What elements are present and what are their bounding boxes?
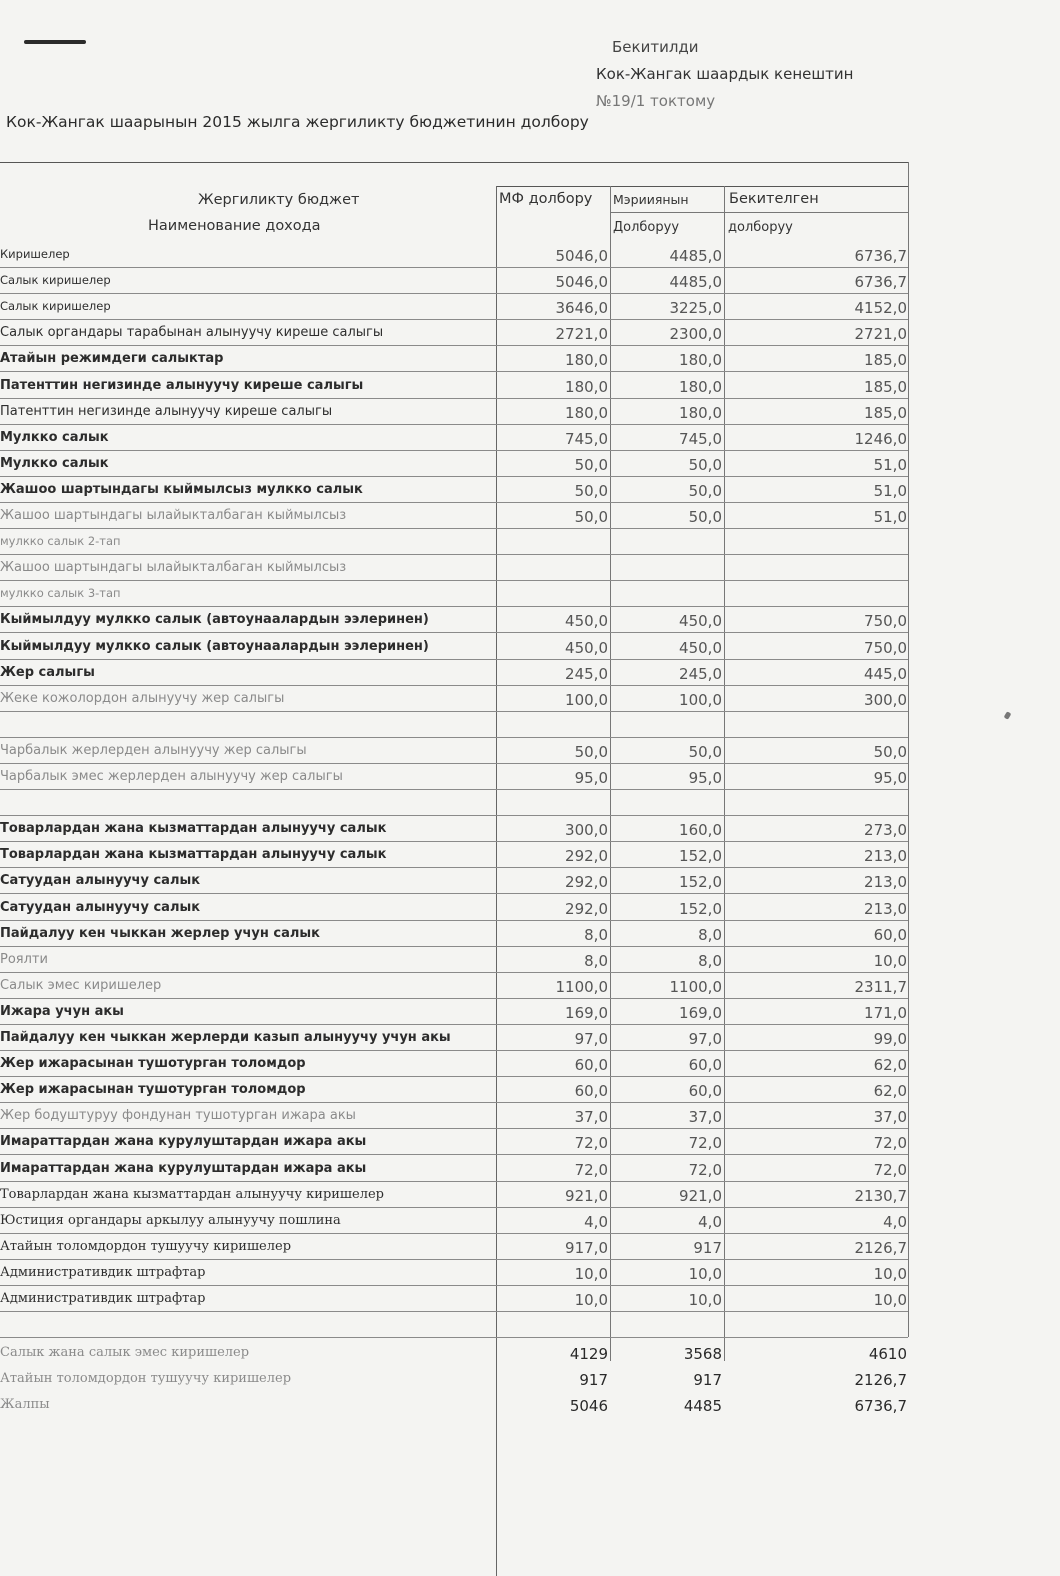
row-name-cell: мулкко салык 3-тап	[0, 586, 121, 601]
summary-mayor-cell: 917	[693, 1371, 722, 1390]
row-name-cell: Мулкко салык	[0, 429, 109, 445]
approved-draft-cell: 10,0	[873, 951, 907, 970]
row-name-cell: Жашоо шартындагы кыймылсыз мулкко салык	[0, 481, 363, 497]
row-name-cell: Салык эмес киришелер	[0, 977, 162, 993]
approved-draft-cell: 213,0	[864, 847, 907, 866]
mayor-draft-cell: 245,0	[679, 664, 722, 683]
mayor-draft-cell: 72,0	[688, 1134, 722, 1153]
mayor-draft-cell: 50,0	[688, 455, 722, 474]
approved-draft-cell: 750,0	[864, 612, 907, 631]
mf-draft-cell: 10,0	[574, 1291, 608, 1309]
table-row	[0, 867, 910, 893]
mayor-draft-cell: 8,0	[698, 951, 722, 970]
summary-mf-cell: 917	[579, 1371, 608, 1390]
row-name-cell: Киришелер	[0, 247, 70, 261]
row-name-cell: Салык органдары тарабынан алынуучу кирешe салыгы	[0, 325, 384, 341]
approved-draft-cell: 750,0	[864, 638, 907, 657]
row-name-cell: Кыймылдуу мулкко салык (автоунаалардын ээлеринен)	[0, 612, 429, 628]
mayor-draft-cell: 10,0	[688, 1291, 722, 1309]
mayor-draft-cell: 37,0	[688, 1108, 722, 1127]
row-name-cell: Кыймылдуу мулкко салык (автоунаалардын ээлеринен)	[0, 638, 429, 654]
table-row	[0, 1076, 910, 1102]
row-name-cell: Патенттин негизинде алынуучу кирешe салыгы	[0, 377, 364, 393]
summary-name-cell: Жалпы	[0, 1397, 50, 1413]
approved-draft-cell: 72,0	[873, 1160, 907, 1179]
row-name-cell: Товарлардан жана кызматтардан алынуучу салык	[0, 821, 387, 837]
approved-draft-cell: 2311,7	[854, 977, 907, 996]
header-name-line1: Жергиликту бюджет	[198, 192, 360, 208]
table-row	[0, 920, 910, 946]
mayor-draft-cell: 50,0	[688, 481, 722, 500]
summary-row	[0, 1367, 910, 1393]
mf-draft-cell: 97,0	[574, 1030, 608, 1048]
row-name-cell: Жашоо шартындагы ылайыкталбаган кыймылсыз	[0, 560, 347, 576]
row-name-cell: Жер бодуштуруу фондунан тушотурган ижара акы	[0, 1108, 356, 1124]
mf-draft-cell: 292,0	[565, 873, 608, 892]
row-name-cell: Салык киришелер	[0, 299, 111, 314]
mf-draft-cell: 180,0	[565, 403, 608, 422]
summary-approved-cell: 4610	[868, 1345, 907, 1364]
table-row	[0, 450, 910, 476]
approved-draft-cell: 185,0	[864, 377, 907, 396]
approved-draft-cell: 171,0	[864, 1003, 907, 1022]
mayor-draft-cell: 95,0	[688, 769, 722, 787]
row-name-cell: Чарбалык жерлерден алынуучу жер салыгы	[0, 742, 307, 758]
mf-draft-cell: 72,0	[574, 1134, 608, 1153]
table-row	[0, 763, 910, 789]
mayor-draft-cell: 745,0	[679, 429, 722, 448]
row-name-cell: Административдик штрафтар	[0, 1264, 206, 1280]
mf-draft-cell: 3646,0	[555, 299, 608, 318]
row-name-cell: Жер ижарасынан тушотурган толомдор	[0, 1056, 306, 1072]
table-row	[0, 659, 910, 685]
mf-draft-cell: 8,0	[584, 951, 608, 970]
mf-draft-cell: 300,0	[565, 821, 608, 840]
mf-draft-cell: 1100,0	[555, 977, 608, 996]
row-name-cell: Жер салыгы	[0, 664, 95, 680]
row-name-cell: Патенттин негизинде алынуучу кирешe салыгы	[0, 403, 333, 419]
header-col3-line2: долборуу	[728, 220, 793, 235]
header-divider	[496, 186, 908, 187]
table-row	[0, 528, 910, 554]
mayor-draft-cell: 917	[693, 1238, 722, 1257]
table-row	[0, 345, 910, 371]
mayor-draft-cell: 450,0	[679, 638, 722, 657]
mayor-draft-cell: 152,0	[679, 847, 722, 866]
approved-draft-cell: 213,0	[864, 899, 907, 918]
table-row	[0, 685, 910, 711]
table-row	[0, 841, 910, 867]
row-name-cell: Ижара учун акы	[0, 1003, 124, 1019]
approved-draft-cell: 6736,7	[854, 273, 907, 292]
table-row	[0, 1233, 910, 1259]
table-row	[0, 1311, 910, 1337]
approved-draft-cell: 60,0	[873, 925, 907, 944]
approved-draft-cell: 37,0	[873, 1108, 907, 1127]
approved-draft-cell: 10,0	[873, 1264, 907, 1283]
row-divider	[0, 1337, 908, 1338]
table-row	[0, 1050, 910, 1076]
approved-draft-cell: 2126,7	[854, 1238, 907, 1257]
approval-line-1: Бекитилди	[612, 38, 699, 56]
table-row	[0, 789, 910, 815]
table-row	[0, 737, 910, 763]
row-name-cell: Юстиция органдары аркылуу алынуучу пошлина	[0, 1212, 341, 1228]
row-name-cell: Салык киришелер	[0, 273, 111, 288]
mayor-draft-cell: 4485,0	[669, 247, 722, 265]
mf-draft-cell: 50,0	[574, 508, 608, 526]
mf-draft-cell: 95,0	[574, 769, 608, 787]
mayor-draft-cell: 8,0	[698, 925, 722, 944]
mayor-draft-cell: 921,0	[679, 1186, 722, 1205]
row-name-cell: Жер ижарасынан тушотурган толомдор	[0, 1082, 306, 1098]
row-name-cell: Чарбалык эмес жерлерден алынуучу жер салыгы	[0, 769, 343, 784]
approved-draft-cell: 50,0	[873, 742, 907, 761]
mayor-draft-cell: 50,0	[688, 742, 722, 761]
summary-row	[0, 1393, 910, 1419]
approval-line-2: Кок-Жангак шаардык кенештин	[596, 65, 854, 83]
approved-draft-cell: 4,0	[883, 1212, 907, 1231]
summary-name-cell: Атайын толомдордон тушуучу киришелер	[0, 1371, 292, 1387]
table-row	[0, 372, 910, 398]
mayor-draft-cell: 100,0	[679, 690, 722, 709]
table-row	[0, 815, 910, 841]
row-name-cell: Товарлардан жана кызматтардан алынуучу салык	[0, 847, 387, 863]
table-row	[0, 894, 910, 920]
table-row	[0, 1024, 910, 1050]
mayor-draft-cell: 97,0	[688, 1030, 722, 1048]
row-name-cell: мулкко салык 2-тап	[0, 534, 121, 549]
mayor-draft-cell: 4485,0	[669, 273, 722, 292]
table-row	[0, 946, 910, 972]
mf-draft-cell: 169,0	[565, 1003, 608, 1022]
approval-block	[596, 34, 916, 115]
approved-draft-cell: 213,0	[864, 873, 907, 892]
header-subdivider	[610, 212, 908, 213]
row-name-cell: Имараттардан жана курулуштардан ижара акы	[0, 1160, 367, 1176]
approval-line-3: №19/1 токтому	[596, 92, 716, 110]
mf-draft-cell: 100,0	[565, 690, 608, 709]
table-row	[0, 1155, 910, 1181]
row-name-cell: Атайын режимдеги салыктар	[0, 351, 224, 367]
mayor-draft-cell: 2300,0	[669, 325, 722, 344]
mf-draft-cell: 50,0	[574, 742, 608, 761]
approved-draft-cell: 2721,0	[854, 325, 907, 344]
row-name-cell: Пайдалуу кен чыккан жерлер учун салык	[0, 925, 320, 941]
mf-draft-cell: 8,0	[584, 925, 608, 944]
mayor-draft-cell: 4,0	[698, 1212, 722, 1231]
summary-mayor-cell: 4485	[683, 1397, 722, 1416]
row-name-cell: Товарлардан жана кызматтардан алынуучу киришелер	[0, 1186, 384, 1202]
row-name-cell: Сатуудан алынуучу салык	[0, 873, 201, 889]
row-name-cell: Роялти	[0, 951, 48, 967]
table-row	[0, 502, 910, 528]
summary-row	[0, 1341, 910, 1367]
table-row	[0, 267, 910, 293]
mayor-draft-cell: 60,0	[688, 1056, 722, 1075]
scan-speck	[1004, 711, 1012, 720]
mf-draft-cell: 2721,0	[555, 325, 608, 344]
mayor-draft-cell: 160,0	[679, 821, 722, 840]
mayor-draft-cell: 3225,0	[669, 299, 722, 318]
table-row	[0, 293, 910, 319]
table-row	[0, 476, 910, 502]
mf-draft-cell: 245,0	[565, 664, 608, 683]
approved-draft-cell: 62,0	[873, 1056, 907, 1075]
row-name-cell: Имараттардан жана курулуштардан ижара акы	[0, 1134, 367, 1150]
mayor-draft-cell: 180,0	[679, 351, 722, 370]
table-row	[0, 319, 910, 345]
header-col1: МФ долбору	[499, 191, 593, 207]
mf-draft-cell: 37,0	[574, 1108, 608, 1127]
approved-draft-cell: 185,0	[864, 403, 907, 422]
mf-draft-cell: 917,0	[565, 1238, 608, 1257]
mf-draft-cell: 180,0	[565, 377, 608, 396]
approved-draft-cell: 1246,0	[854, 429, 907, 448]
table-row	[0, 711, 910, 737]
mayor-draft-cell: 152,0	[679, 873, 722, 892]
approved-draft-cell: 51,0	[873, 508, 907, 526]
table-row	[0, 1259, 910, 1285]
approved-draft-cell: 445,0	[864, 664, 907, 683]
mayor-draft-cell: 169,0	[679, 1003, 722, 1022]
summary-mf-cell: 4129	[569, 1345, 608, 1364]
mayor-draft-cell: 180,0	[679, 403, 722, 422]
mf-draft-cell: 5046,0	[555, 247, 608, 265]
mf-draft-cell: 921,0	[565, 1186, 608, 1205]
approved-draft-cell: 72,0	[873, 1134, 907, 1153]
row-name-cell: Административдик штрафтар	[0, 1291, 206, 1306]
table-row	[0, 998, 910, 1024]
document-title: Кок-Жангак шаарынын 2015 жылга жергиликту бюджетинин долбору	[6, 113, 589, 131]
mayor-draft-cell: 50,0	[688, 508, 722, 526]
approved-draft-cell: 2130,7	[854, 1186, 907, 1205]
table-row	[0, 1102, 910, 1128]
mayor-draft-cell: 180,0	[679, 377, 722, 396]
mf-draft-cell: 60,0	[574, 1056, 608, 1075]
approved-draft-cell: 273,0	[864, 821, 907, 840]
mayor-draft-cell: 152,0	[679, 899, 722, 918]
mf-draft-cell: 72,0	[574, 1160, 608, 1179]
header-col3-line1: Бекителген	[729, 191, 819, 207]
table-row	[0, 241, 910, 267]
mf-draft-cell: 450,0	[565, 612, 608, 631]
approved-draft-cell: 62,0	[873, 1082, 907, 1101]
table-row	[0, 424, 910, 450]
mayor-draft-cell: 60,0	[688, 1082, 722, 1101]
table-row	[0, 633, 910, 659]
approved-draft-cell: 6736,7	[854, 247, 907, 265]
approved-draft-cell: 185,0	[864, 351, 907, 370]
mf-draft-cell: 450,0	[565, 638, 608, 657]
table-row	[0, 1181, 910, 1207]
table-row	[0, 972, 910, 998]
header-col2-line1: Мэрииянын	[613, 192, 689, 207]
table-row	[0, 554, 910, 580]
mf-draft-cell: 50,0	[574, 455, 608, 474]
table-row	[0, 606, 910, 632]
approved-draft-cell: 300,0	[864, 690, 907, 709]
row-name-cell: Пайдалуу кен чыккан жерлерди казып алынуучу учун акы	[0, 1030, 451, 1045]
table-row	[0, 1128, 910, 1154]
row-name-cell: Сатуудан алынуучу салык	[0, 899, 201, 915]
mf-draft-cell: 745,0	[565, 429, 608, 448]
table-row	[0, 1207, 910, 1233]
mf-draft-cell: 5046,0	[555, 273, 608, 292]
header-name-line2: Наименование дохода	[148, 218, 321, 234]
mf-draft-cell: 60,0	[574, 1082, 608, 1101]
summary-name-cell: Салык жана салык эмес киришелер	[0, 1345, 250, 1361]
summary-mf-cell: 5046	[569, 1397, 608, 1416]
mf-draft-cell: 50,0	[574, 481, 608, 500]
mf-draft-cell: 10,0	[574, 1264, 608, 1283]
approved-draft-cell: 51,0	[873, 481, 907, 500]
approved-draft-cell: 99,0	[873, 1030, 907, 1048]
row-name-cell: Жашоо шартындагы ылайыкталбаган кыймылсыз	[0, 508, 347, 523]
table-top-border	[0, 162, 908, 163]
header-col2-line2: Долборуу	[613, 220, 680, 235]
summary-approved-cell: 2126,7	[854, 1371, 907, 1390]
handwritten-mark	[24, 40, 86, 44]
summary-approved-cell: 6736,7	[854, 1397, 907, 1416]
table-row	[0, 398, 910, 424]
approved-draft-cell: 10,0	[873, 1291, 907, 1309]
mf-draft-cell: 292,0	[565, 847, 608, 866]
mayor-draft-cell: 72,0	[688, 1160, 722, 1179]
approved-draft-cell: 95,0	[873, 769, 907, 787]
mf-draft-cell: 180,0	[565, 351, 608, 370]
mf-draft-cell: 4,0	[584, 1212, 608, 1231]
summary-mayor-cell: 3568	[683, 1345, 722, 1364]
row-name-cell: Жеке кожолордон алынуучу жер салыгы	[0, 690, 285, 706]
approved-draft-cell: 51,0	[873, 455, 907, 474]
table-row	[0, 580, 910, 606]
mf-draft-cell: 292,0	[565, 899, 608, 918]
mayor-draft-cell: 450,0	[679, 612, 722, 631]
row-name-cell: Атайын толомдордон тушуучу киришелер	[0, 1238, 292, 1254]
table-row	[0, 1285, 910, 1311]
approved-draft-cell: 4152,0	[854, 299, 907, 318]
mayor-draft-cell: 10,0	[688, 1264, 722, 1283]
row-name-cell: Мулкко салык	[0, 455, 109, 471]
mayor-draft-cell: 1100,0	[669, 977, 722, 996]
